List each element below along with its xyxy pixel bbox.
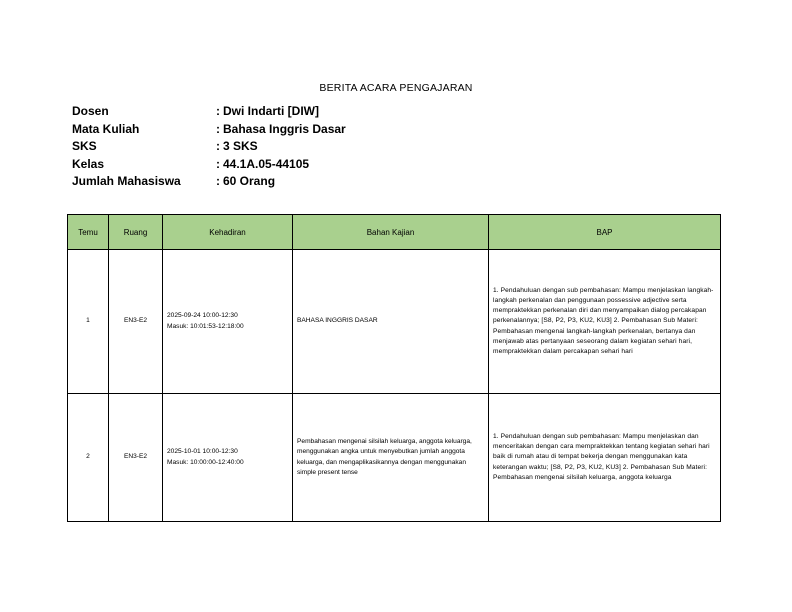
header-kehadiran: Kehadiran (163, 215, 293, 250)
cell-bahan-kajian: Pembahasan mengenai silsilah keluarga, anggota keluarga, menggunakan angka untuk menyebutkan jumlah anggota keluarga, dan mengaplikasikannya dengan menggunakan simple present tense (293, 394, 489, 522)
info-value: : Bahasa Inggris Dasar (216, 121, 346, 136)
cell-bap: 1. Pendahuluan dengan sub pembahasan: Mampu menjelaskan langkah-langkah perkenalan dan penggunaan possessive adjective serta mempraktekkan perkenalan diri dan menyampaikan dialog percakapan perkenalannya; [S8, P2, P3, KU2, KU3] 2. Pembahasan Sub Materi: Pembahasan mengenai langkah-langkah perkenalan, bertanya dan menjawab atas pertanyaan seseorang dalam kegiatan sehari hari, mempraktekkan dalam percakapan sehari hari (489, 250, 721, 394)
info-value-text: 60 Orang (223, 174, 276, 188)
info-label: Mata Kuliah (72, 121, 140, 136)
cell-ruang: EN3-E2 (109, 394, 163, 522)
cell-temu: 2 (68, 394, 109, 522)
kehadiran-schedule: 2025-10-01 10:00-12:30 (167, 448, 238, 456)
page-title: BERITA ACARA PENGAJARAN (319, 82, 473, 94)
header-ruang: Ruang (109, 215, 163, 250)
info-value-text: Bahasa Inggris Dasar (223, 121, 346, 136)
table-header-row (68, 215, 721, 250)
info-value-text: Dwi Indarti [DIW] (223, 104, 319, 118)
info-value: : Dwi Indarti [DIW] (216, 104, 319, 118)
cell-bap: 1. Pendahuluan dengan sub pembahasan: Mampu menjelaskan dan menceritakan dengan cara mempraktekkan tentang kegiatan sehari hari baik di rumah atau di tempat bekerja dengan menggunakan kata keterangan waktu; [S8, P2, P3, KU2, KU3] 2. Pembahasan Sub Materi: Pembahasan mengenai silsilah keluarga, anggota keluarga (489, 394, 721, 522)
info-label: Kelas (72, 156, 105, 171)
info-label: SKS (72, 139, 97, 153)
header-bahan-kajian: Bahan Kajian (293, 215, 489, 250)
table-row (68, 394, 721, 522)
kehadiran-masuk: Masuk: 10:01:53-12:18:00 (167, 322, 244, 330)
cell-bahan-kajian: BAHASA INGGRIS DASAR (293, 250, 489, 394)
bap-table (67, 214, 721, 522)
info-value-text: 3 SKS (223, 139, 258, 153)
info-value-text: 44.1A.05-44105 (223, 156, 310, 171)
kehadiran-masuk: Masuk: 10:00:00-12:40:00 (167, 458, 244, 466)
info-label: Jumlah Mahasiswa (72, 174, 181, 188)
cell-kehadiran (163, 394, 293, 522)
header-temu: Temu (68, 215, 109, 250)
cell-kehadiran (163, 250, 293, 394)
kehadiran-schedule: 2025-09-24 10:00-12:30 (167, 312, 238, 320)
info-label: Dosen (72, 104, 109, 118)
info-value: : 60 Orang (216, 174, 276, 188)
table-row (68, 250, 721, 394)
info-value: : 3 SKS (216, 139, 258, 153)
cell-temu: 1 (68, 250, 109, 394)
info-value: : 44.1A.05-44105 (216, 156, 310, 171)
cell-ruang: EN3-E2 (109, 250, 163, 394)
header-bap: BAP (489, 215, 721, 250)
